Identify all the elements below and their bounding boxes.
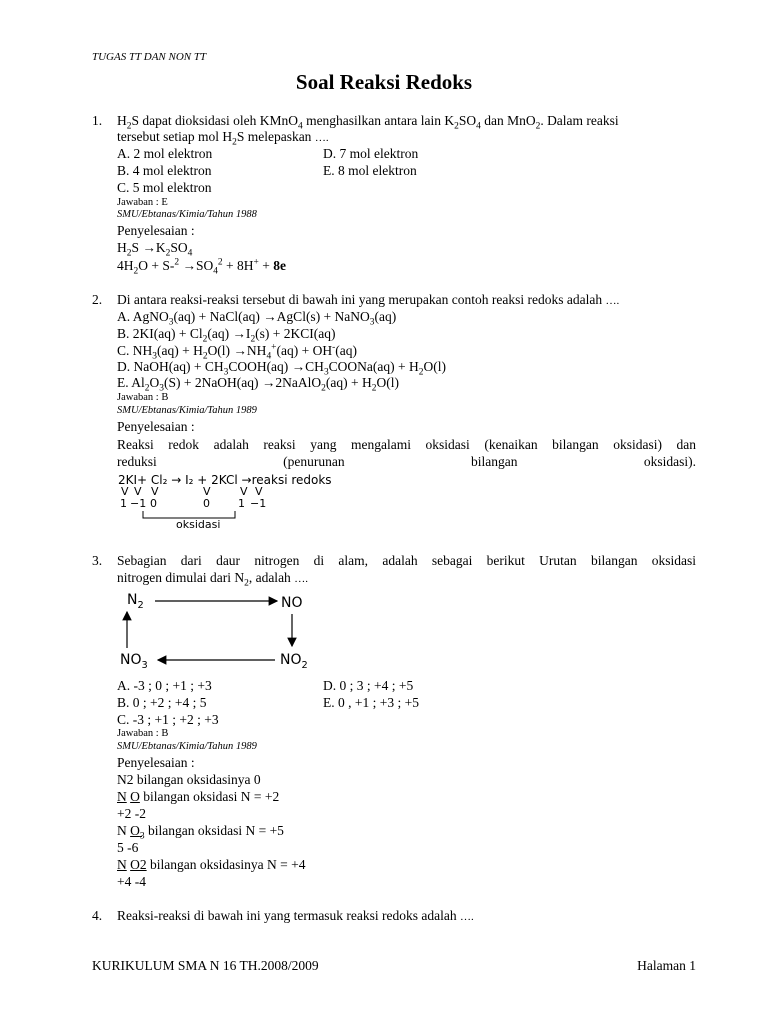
source-label: SMU/Ebtanas/Kimia/Tahun 1989 [117, 405, 257, 416]
handwritten-number: 0 [150, 497, 157, 510]
handwritten-v-mark: V [151, 485, 159, 498]
handwritten-equation-text: 2KI+ Cl₂ → I₂ + 2KCl →reaksi redoks [118, 473, 332, 487]
option-b: B. $2KI(aq) + Cl_2(aq) \to I_2(s) + 2KCI(aq)$ [117, 326, 336, 345]
option-d: D. 0 ; 3 ; +4 ; +5 [323, 678, 414, 693]
answer-label: Jawaban : B [117, 728, 169, 739]
species-n2: $N_2$ [127, 592, 144, 611]
option-b: B. 4 mol elektron [117, 163, 212, 178]
question-stem-line: tersebut setiap mol $H_2S$ melepaskan …. [117, 129, 329, 148]
solution-line: +2 -2 [117, 806, 146, 821]
handwritten-number: 0 [203, 497, 210, 510]
species-no3: $NO_3$ [120, 652, 148, 671]
question-stem-line: $H_2S$ dapat dioksidasi oleh KMnO$_4$ menghasilkan antara lain $K_2SO_4$ dan MnO$_2$. Dalam reaksi [117, 113, 619, 132]
question-stem-line: nitrogen dimulai dari $N_2$, adalah …. [117, 570, 308, 589]
explanation-line: reduksi (penurunan bilangan oksidasi). [117, 454, 696, 469]
question-stem: Reaksi-reaksi di bawah ini yang termasuk reaksi redoks adalah …. [117, 908, 474, 923]
handwritten-number: −1 [250, 497, 267, 510]
solution-label: Penyelesaian : [117, 755, 195, 770]
handwritten-number: 1 [120, 497, 127, 510]
handwritten-v-mark: V [121, 485, 129, 498]
option-e: E. $Al_2O_3(S)$ + 2NaOH(aq) →2NaAlO$_2$(aq) + $H_2O(l)$ [117, 375, 399, 394]
explanation-line: Reaksi redok adalah reaksi yang mengalami oksidasi (kenaikan bilangan oksidasi) dan [117, 437, 696, 452]
solution-line: N $O_3$ bilangan oksidasi N = +5 [117, 823, 284, 842]
option-d: D. 7 mol elektron [323, 146, 419, 161]
option-c: C. $NH_3(aq) + H_2O(l) \to NH_4^+(aq) + OH^-(aq)$ [117, 342, 357, 362]
question-number: 3. [92, 553, 103, 568]
question-number: 2. [92, 292, 103, 307]
handwritten-number: −1 [130, 497, 147, 510]
handwritten-number: 1 [238, 497, 245, 510]
running-header: TUGAS TT DAN NON TT [92, 51, 207, 63]
solution-line: N O2 bilangan oksidasinya N = +4 [117, 857, 306, 872]
solution-line: +4 -4 [117, 874, 146, 889]
solution-line: $4H_2O + S-^2 \to SO_4^2 + 8H^+ + 8e$ [117, 257, 286, 277]
handwritten-v-mark: V [255, 485, 263, 498]
solution-label: Penyelesaian : [117, 223, 195, 238]
solution-line: N O bilangan oksidasi N = +2 [117, 789, 280, 804]
answer-label: Jawaban : E [117, 197, 168, 208]
handwritten-v-mark: V [240, 485, 248, 498]
question-number: 1. [92, 113, 103, 128]
option-c: C. 5 mol elektron [117, 180, 212, 195]
handwritten-v-mark: V [134, 485, 142, 498]
question-stem-line: Sebagian dari daur nitrogen di alam, adalah sebagai berikut Urutan bilangan oksidasi [117, 553, 696, 568]
handwritten-label: oksidasi [176, 518, 221, 531]
source-label: SMU/Ebtanas/Kimia/Tahun 1989 [117, 741, 257, 752]
option-d: D. NaOH(aq) + $CH_3COOH(aq)$ $\to CH_3COONa(aq) + H_2O(l)$ [117, 359, 446, 378]
page-number: Halaman 1 [637, 958, 696, 973]
species-no2: $NO_2$ [280, 652, 308, 671]
species-no: NO [281, 595, 303, 611]
solution-line: $H_2S \to K_2SO_4$ [117, 240, 193, 259]
footer-left: KURIKULUM SMA N 16 TH.2008/2009 [92, 958, 319, 973]
page-title: Soal Reaksi Redoks [295, 70, 473, 94]
option-e: E. 0 , +1 ; +3 ; +5 [323, 695, 419, 710]
solution-line: 5 -6 [117, 840, 139, 855]
option-c: C. -3 ; +1 ; +2 ; +3 [117, 712, 219, 727]
handwritten-v-mark: V [203, 485, 211, 498]
answer-label: Jawaban : B [117, 392, 169, 403]
question-stem: Di antara reaksi-reaksi tersebut di bawah ini yang merupakan contoh reaksi redoks adalah …. [117, 292, 620, 307]
option-b: B. 0 ; +2 ; +4 ; 5 [117, 695, 207, 710]
option-a: A. -3 ; 0 ; +1 ; +3 [117, 678, 212, 693]
option-a: A. AgNO$_3$(aq) + NaCl(aq) →AgCl(s) + NaNO$_3$(aq) [117, 309, 397, 328]
source-label: SMU/Ebtanas/Kimia/Tahun 1988 [117, 209, 257, 220]
solution-line: N2 bilangan oksidasinya 0 [117, 772, 261, 787]
solution-label: Penyelesaian : [117, 419, 195, 434]
question-number: 4. [92, 908, 103, 923]
option-e: E. 8 mol elektron [323, 163, 417, 178]
option-a: A. 2 mol elektron [117, 146, 213, 161]
